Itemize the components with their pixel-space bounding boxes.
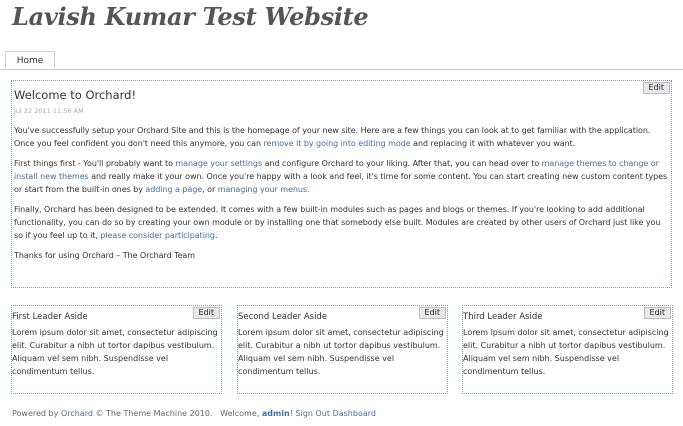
aside-second [237, 305, 448, 394]
adding-page-link[interactable]: adding a page [145, 185, 203, 194]
paragraph-first-things: First things first - You'll probably want to manage your settings and configure Orchard to your liking. After that, you can head over to manage themes to change or install new themes and really make it your own. Once you're happy with a look and feel, it's time for some content. You can start creating new custom content types or start from the built-in ones by adding a page, or managing your menus. [14, 159, 668, 194]
page-body [14, 124, 669, 269]
content-zone [11, 80, 672, 288]
aside-second-edit-button[interactable]: Edit [419, 307, 447, 319]
managing-menus-link[interactable]: managing your menus. [217, 185, 310, 194]
manage-settings-link[interactable]: manage your settings [175, 159, 263, 168]
aside-second-body: Lorem ipsum dolor sit amet, consectetur adipiscing elit. Curabitur a nibh ut tortor dapibus vestibulum. Aliquam vel sem nibh. Suspendisse vel condimentum tellus. [238, 328, 444, 376]
aside-third [462, 305, 673, 394]
remove-editing-link[interactable]: remove it by going into editing mode [263, 139, 411, 148]
aside-first-title: First Leader Aside [12, 312, 88, 322]
page-title: Welcome to Orchard! [14, 88, 137, 102]
aside-third-edit-button[interactable]: Edit [644, 307, 672, 319]
sign-out-link[interactable]: Sign Out [295, 409, 331, 418]
manage-themes-link[interactable]: manage themes to change or install new themes [14, 159, 659, 181]
aside-first-body: Lorem ipsum dolor sit amet, consectetur adipiscing elit. Curabitur a nibh ut tortor dapibus vestibulum. Aliquam vel sem nibh. Suspendisse vel condimentum tellus. [12, 328, 218, 376]
user-link[interactable]: admin [261, 409, 290, 418]
aside-first-edit-button[interactable]: Edit [193, 307, 221, 319]
aside-third-body: Lorem ipsum dolor sit amet, consectetur adipiscing elit. Curabitur a nibh ut tortor dapibus vestibulum. Aliquam vel sem nibh. Suspendisse vel condimentum tellus. [463, 328, 669, 376]
aside-third-title: Third Leader Aside [463, 312, 543, 322]
aside-first [11, 305, 222, 394]
paragraph-intro: You've successfully setup your Orchard Site and this is the homepage of your new site. Here are a few things you can look at to get familiar with the application. Once you feel confident you don't need this anymore, you can remove it by going into editing mode and replacing it with whatever you want. [14, 126, 651, 148]
aside-second-title: Second Leader Aside [238, 312, 328, 322]
orchard-link[interactable]: Orchard [60, 409, 93, 418]
site-title: Lavish Kumar Test Website [12, 2, 369, 31]
participating-link[interactable]: please consider participating [100, 231, 215, 240]
publish-date: Jul 22 2011 11:56 AM [14, 107, 84, 115]
nav-tab-home[interactable]: Home [5, 51, 55, 69]
content-edit-button[interactable]: Edit [643, 82, 671, 94]
paragraph-thanks: Thanks for using Orchard – The Orchard Team [14, 251, 196, 260]
main-navigation [0, 49, 683, 70]
paragraph-finally: Finally, Orchard has been designed to be extended. It comes with a few built-in modules such as pages and blogs or themes. If you're looking to add additional functionality, you can do so by creating your own module or by installing one that somebody else built. Modules are created by other users of Orchard just like you so if you feel up to it, please consider participating. [14, 205, 661, 240]
dashboard-link[interactable]: Dashboard [332, 409, 376, 418]
footer: Powered by Orchard © The Theme Machine 2010. Welcome, admin! Sign Out Dashboard [12, 409, 376, 418]
